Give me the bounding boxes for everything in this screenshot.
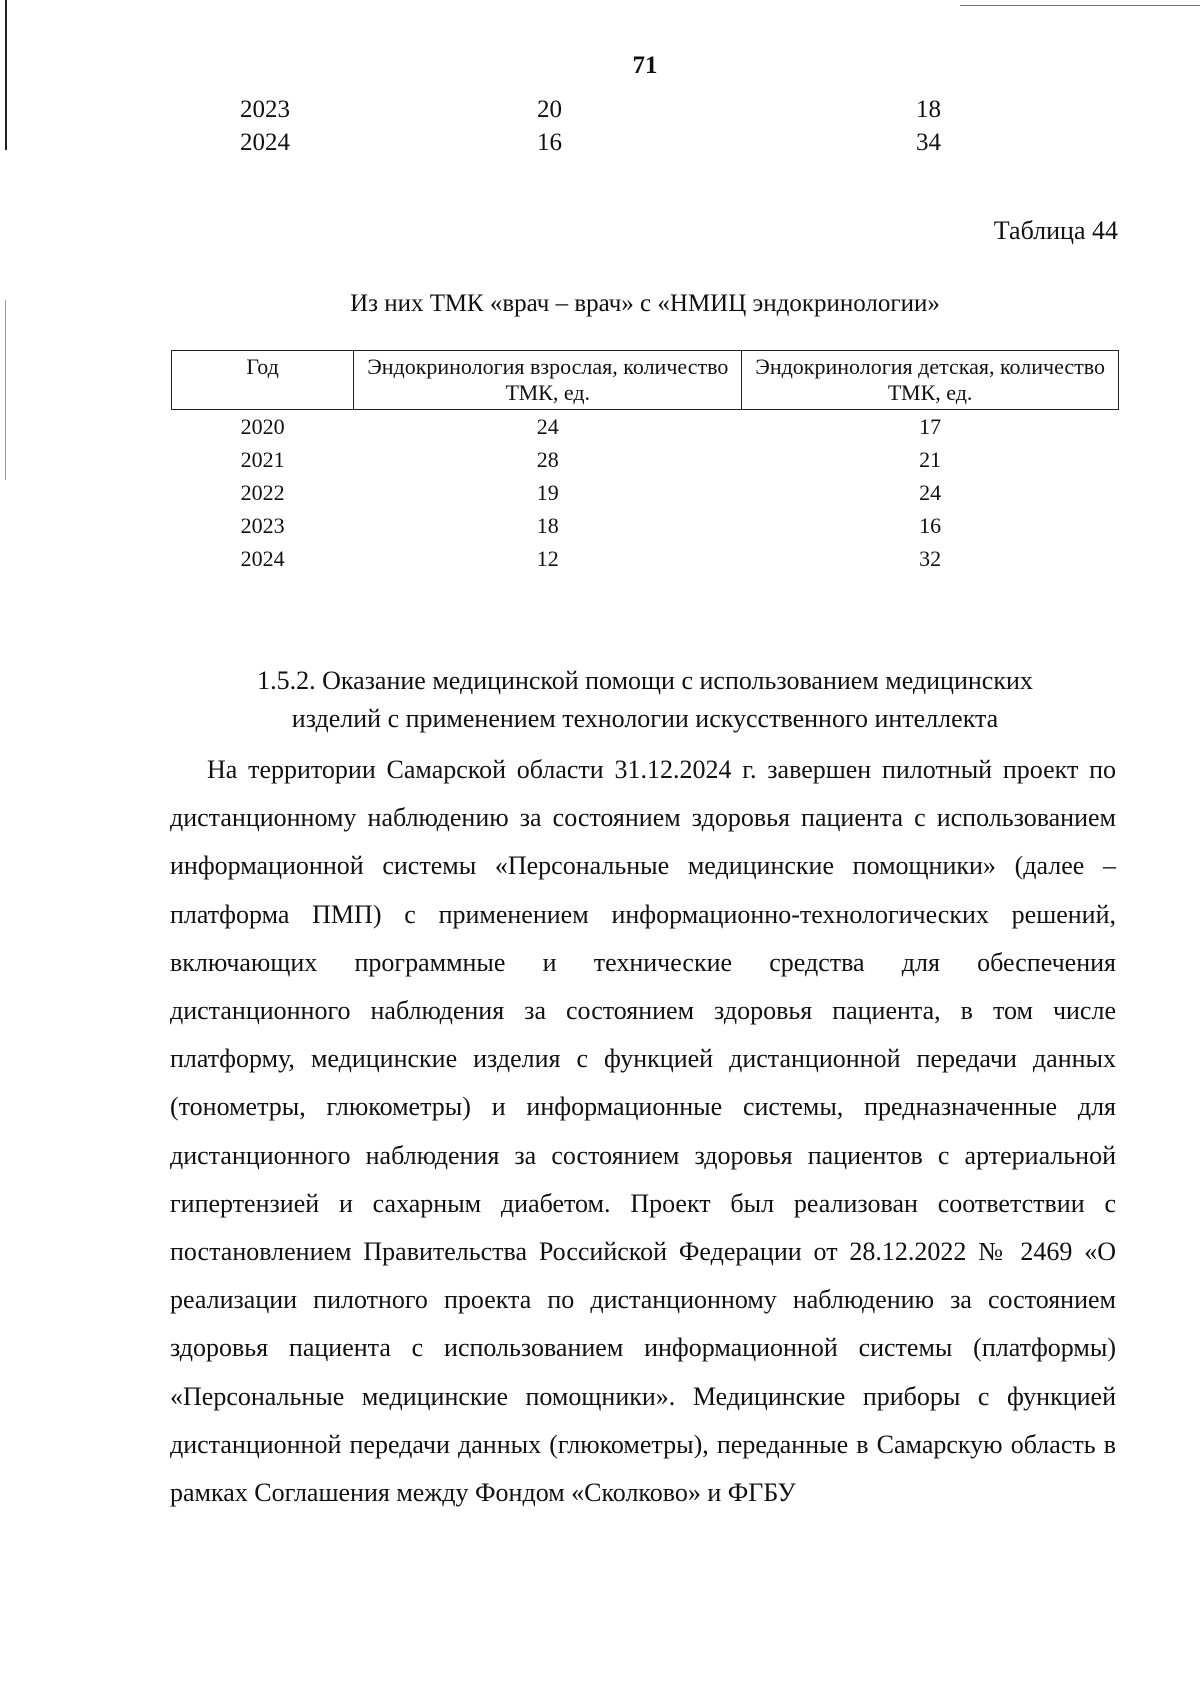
section-heading-line: 1.5.2. Оказание медицинской помощи с использованием медицинских [257,666,1033,695]
previous-table-row [0,129,1200,161]
year-cell: 2020 [240,414,285,439]
adult-cell: 19 [536,480,559,505]
child-cell: 24 [919,480,942,505]
table-header-row [172,351,1119,410]
year-cell: 2023 [240,96,290,123]
header-child: Эндокринология детская, количество ТМК, ед. [742,351,1119,410]
previous-table-row [0,96,1200,128]
section-heading [0,662,1200,738]
header-adult: Эндокринология взрослая, количество ТМК, ед. [354,351,742,410]
year-cell: 2023 [240,513,285,538]
year-cell: 2024 [240,546,285,571]
scan-edge-line [5,300,6,480]
child-cell: 21 [919,447,942,472]
year-cell: 2021 [240,447,285,472]
year-cell: 2024 [240,129,290,156]
section-heading-line: изделий с применением технологии искусственного интеллекта [291,704,999,733]
value-cell: 34 [916,129,941,156]
child-cell: 32 [919,546,942,571]
table-title: Из них ТМК «врач – врач» с «НМИЦ эндокринологии» [350,290,940,317]
value-cell: 16 [537,129,562,156]
adult-cell: 28 [536,447,559,472]
value-cell: 20 [537,96,562,123]
body-text [170,746,1116,1517]
adult-cell: 24 [536,414,559,439]
scan-edge-line [960,5,1200,6]
table-row [172,509,1119,542]
child-cell: 16 [919,513,942,538]
header-year: Год [172,351,354,410]
table-row [172,410,1119,444]
table-row [172,443,1119,476]
table-row [172,476,1119,509]
child-cell: 17 [919,414,942,439]
table-number: Таблица 44 [993,216,1118,245]
table-row [172,542,1119,575]
body-paragraph: На территории Самарской области 31.12.2024 г. завершен пилотный проект по дистанционному наблюдению за состоянием здоровья пациента с использованием информационной системы «Персональные медицинские помощники» (далее – платформа ПМП) с применением информационно-технологических решений, включающих программные и технические средства для обеспечения дистанционного наблюдения за состоянием здоровья пациента, в том числе платформу, медицинские изделия с функцией дистанционной передачи данных (тонометры, глюкометры) и информационные системы, предназначенные для дистанционного наблюдения за состоянием здоровья пациентов с артериальной гипертензией и сахарным диабетом. Проект был реализован соответствии с постановлением Правительства Российской Федерации от 28.12.2022 № 2469 «О реализации пилотного проекта по дистанционному наблюдению за состоянием здоровья пациента с использованием информационной системы (платформы) «Персональные медицинские помощники». Медицинские приборы с функцией дистанционной передачи данных (глюкометры), переданные в Самарскую область в рамках Соглашения между Фондом «Сколково» и ФГБУ [170,755,1116,1508]
value-cell: 18 [916,96,941,123]
adult-cell: 18 [536,513,559,538]
year-cell: 2022 [240,480,285,505]
tmk-table [171,350,1119,575]
adult-cell: 12 [536,546,559,571]
page-number: 71 [632,52,658,79]
